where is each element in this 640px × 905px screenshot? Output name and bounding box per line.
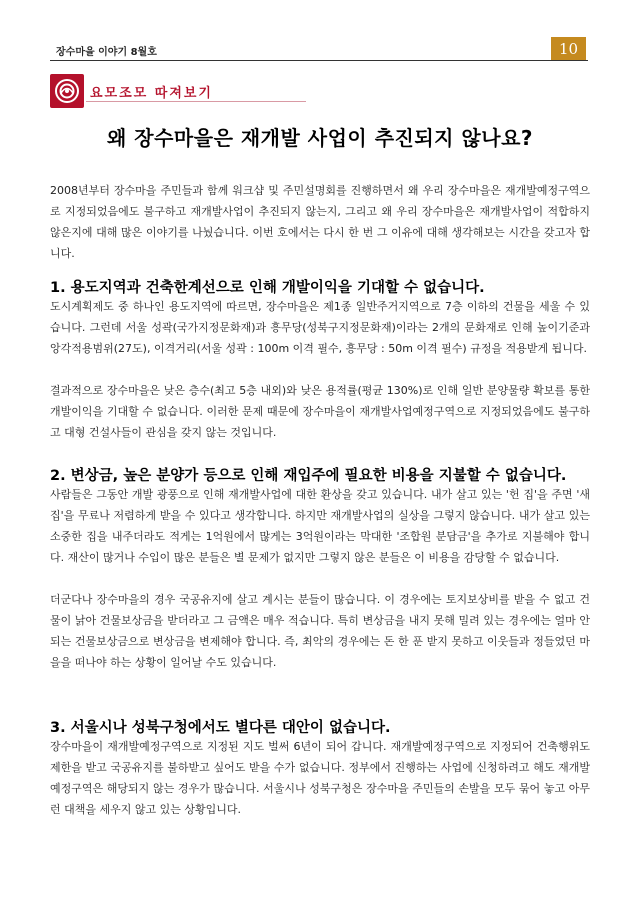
section-2-paragraph-2: 더군다나 장수마을의 경우 국공유지에 살고 계시는 분들이 많습니다. 이 경우에는 토지보상비를 받을 수 없고 건물이 낡아 건물보상금을 받더라고 그 금액은 매우 적습니다. 특히 변상금을 내지 못해 밀려 있는 경우에는 얼마 안 되는 건물보상금으로 변상금을 변제해야 합니다. 즉, 최악의 경우에는 돈 한 푼 받지 못하고 이웃들과 정들었던 마을을 떠나야 하는 상황이 일어날 수도 있습니다. bbox=[50, 593, 590, 669]
circular-logo-icon bbox=[50, 74, 84, 108]
section-tag-underline bbox=[86, 101, 306, 102]
article-title: 왜 장수마을은 재개발 사업이 추진되지 않나요? bbox=[107, 126, 533, 150]
section-tag-label: 요모조모 따져보기 bbox=[90, 86, 213, 101]
section-heading-2: 2. 변상금, 높은 분양가 등으로 인해 재입주에 필요한 비용을 지불할 수 없습니다. bbox=[50, 468, 567, 484]
header-divider bbox=[50, 60, 588, 61]
section-1-paragraph-2: 결과적으로 장수마을은 낮은 층수(최고 5층 내외)와 낮은 용적률(평균 130%)로 인해 일반 분양물량 확보를 통한 개발이익을 기대할 수 없습니다. 이러한 문제 때문에 장수마을이 재개발사업예정구역으로 지정되었음에도 불구하고 대형 건설사들이 관심을 갖지 않는 것입니다. bbox=[50, 384, 590, 439]
section-2-paragraph-1: 사람들은 그동안 개발 광풍으로 인해 재개발사업에 대한 환상을 갖고 있습니다. 내가 살고 있는 '헌 집'을 주면 '새 집'을 무료나 저렴하게 받을 수 있다고 생각합니다. 하지만 재개발사업의 실상을 그렇지 않습니다. 내가 살고 있는 소중한 집을 내주더라도 적게는 1억원에서 많게는 3억원이라는 막대한 '조합원 분담금'을 추가로 지불해야 합니다. 재산이 많거나 수입이 많은 분들은 별 문제가 없지만 그렇지 않은 분들은 이 비용을 감당할 수 없습니다. bbox=[50, 488, 590, 564]
section-3-paragraph-1: 장수마을이 재개발예정구역으로 지정된 지도 벌써 6년이 되어 갑니다. 재개발예정구역으로 지정되어 건축행위도 제한을 받고 국공유지를 불하받고 싶어도 받을 수가 없습니다. 정부에서 진행하는 사업에 신청하려고 해도 재개발예정구역은 해당되지 않는 경우가 많습니다. 서울시나 성북구청은 장수마을 주민들의 손발을 모두 묶어 놓고 아무런 대책을 세우지 않고 있는 상황입니다. bbox=[50, 740, 590, 816]
page-number-badge: 10 bbox=[551, 37, 586, 61]
newsletter-title: 장수마을 이야기 8월호 bbox=[56, 47, 157, 58]
intro-paragraph: 2008년부터 장수마을 주민들과 함께 워크샵 및 주민설명회를 진행하면서 왜 우리 장수마을은 재개발예정구역으로 지정되었음에도 불구하고 재개발사업이 추진되지 않는지, 그리고 왜 우리 장수마을은 재개발사업이 적합하지 않은지에 대해 많은 이야기를 나눴습니다. 이번 호에서는 다시 한 번 그 이유에 대해 생각해보는 시간을 갖고자 합니다. bbox=[50, 184, 590, 260]
section-1-paragraph-1: 도시계획제도 중 하나인 용도지역에 따르면, 장수마을은 제1종 일반주거지역으로 7층 이하의 건물을 세울 수 있습니다. 그런데 서울 성곽(국가지정문화재)과 흥무당(성북구지정문화재)이라는 2개의 문화재로 인해 높이기준과 앙각적용범위(27도), 이격거리(서울 성곽 : 100m 이격 필수, 흥무당 : 50m 이격 필수) 규정을 적용받게 됩니다. bbox=[50, 300, 590, 355]
section-heading-3: 3. 서울시나 성북구청에서도 별다른 대안이 없습니다. bbox=[50, 720, 391, 736]
section-tag bbox=[50, 74, 310, 108]
section-heading-1: 1. 용도지역과 건축한계선으로 인해 개발이익을 기대할 수 없습니다. bbox=[50, 280, 485, 296]
